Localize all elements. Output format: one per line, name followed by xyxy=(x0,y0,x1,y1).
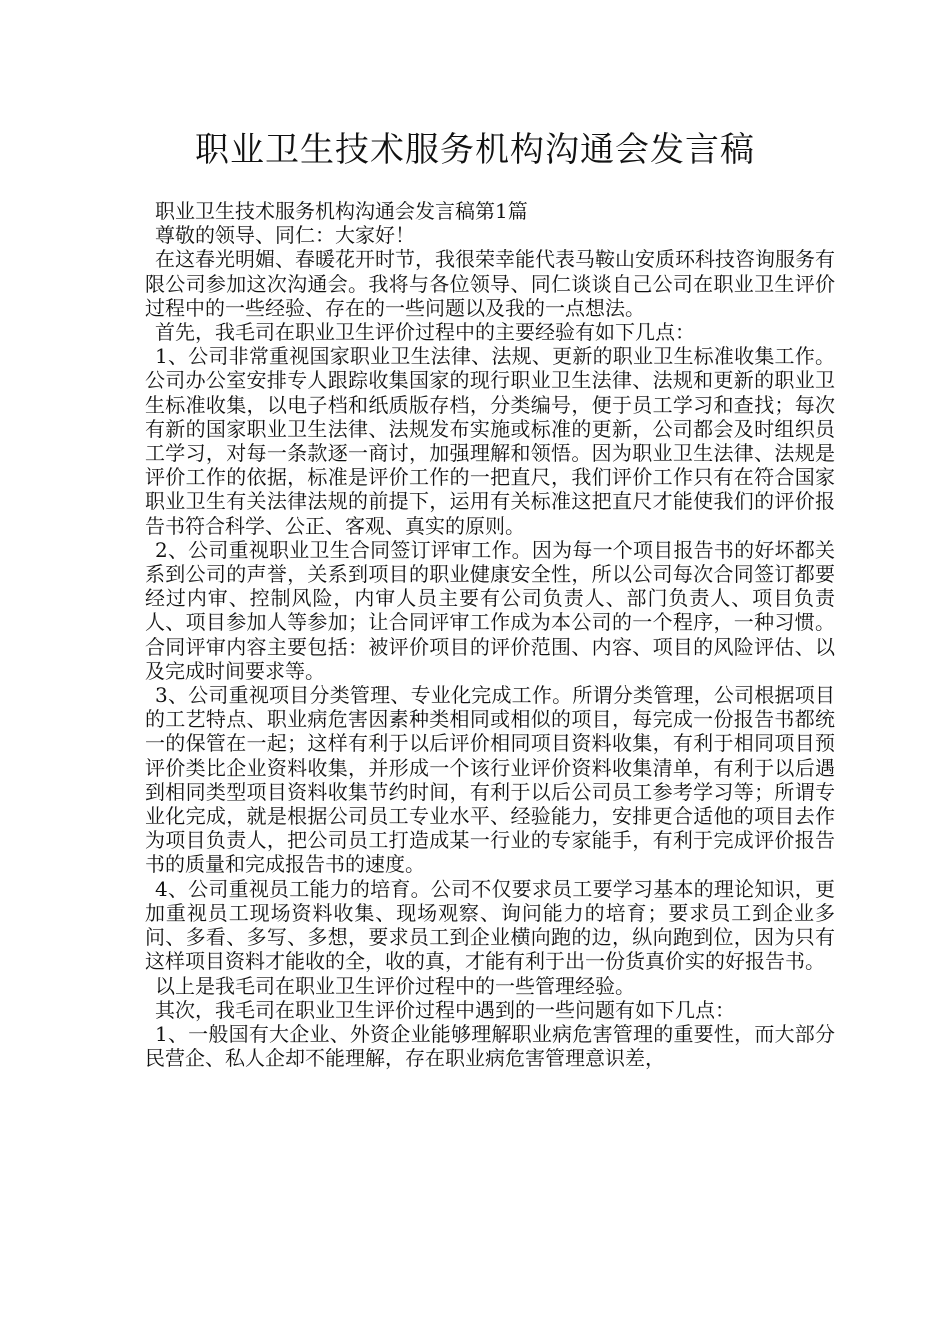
paragraph-greeting: 尊敬的领导、同仁：大家好！ xyxy=(155,223,415,248)
paragraph-experience-2: 2、公司重视职业卫生合同签订评审工作。因为每一个项目报告书的好坏都关系到公司的声誉，关系到项目的职业健康安全性，所以公司每次合同签订都要经过内审、控制风险，内审人员主要有公司负责人、部门负责人、项目负责人、项目参加人等参加；让合同评审工作成为本公司的一个程序，一种习惯。合同评审内容主要包括：被评价项目的评价范围、内容、项目的风险评估、以及完成时间要求等。 xyxy=(145,537,835,683)
paragraph-experience-3: 3、公司重视项目分类管理、专业化完成工作。所谓分类管理，公司根据项目的工艺特点、职业病危害因素种类相同或相似的项目，每完成一份报告书都统一的保管在一起；这样有利于以后评价相同项目资料收集，有利于相同项目预评价类比企业资料收集，并形成一个该行业评价资料收集清单，有利于以后遇到相同类型项目资料收集节约时间，有利于以后公司员工参考学习等；所谓专业化完成，就是根据公司员工专业水平、经验能力，安排更合适他的项目去作为项目负责人，把公司员工打造成某一行业的专家能手，有利于完成评价报告书的质量和完成报告书的速度。 xyxy=(145,683,835,877)
document-title: 职业卫生技术服务机构沟通会发言稿 xyxy=(195,130,755,170)
document-body xyxy=(145,199,835,1070)
paragraph-experience-lead: 首先，我毛司在职业卫生评价过程中的主要经验有如下几点： xyxy=(155,320,695,345)
paragraph-heading: 职业卫生技术服务机构沟通会发言稿第1篇 xyxy=(155,199,528,223)
paragraph-intro: 在这春光明媚、春暖花开时节，我很荣幸能代表马鞍山安质环科技咨询服务有限公司参加这次沟通会。我将与各位领导、同仁谈谈自己公司在职业卫生评价过程中的一些经验、存在的一些问题以及我的一点想法。 xyxy=(145,247,835,320)
paragraph-experience-1: 1、公司非常重视国家职业卫生法律、法规、更新的职业卫生标准收集工作。公司办公室安排专人跟踪收集国家的现行职业卫生法律、法规和更新的职业卫生标准收集，以电子档和纸质版存档，分类编号，便于员工学习和查找；每次有新的国家职业卫生法律、法规发布实施或标准的更新，公司都会及时组织员工学习，对每一条款逐一商讨，加强理解和领悟。因为职业卫生法律、法规是评价工作的依据，标准是评价工作的一把直尺，我们评价工作只有在符合国家职业卫生有关法律法规的前提下，运用有关标准这把直尺才能使我们的评价报告书符合科学、公正、客观、真实的原则。 xyxy=(145,344,835,538)
paragraph-experience-summary: 以上是我毛司在职业卫生评价过程中的一些管理经验。 xyxy=(155,973,635,998)
paragraph-problems-lead: 其次，我毛司在职业卫生评价过程中遇到的一些问题有如下几点： xyxy=(155,997,735,1022)
paragraph-experience-4: 4、公司重视员工能力的培育。公司不仅要求员工要学习基本的理论知识，更加重视员工现场资料收集、现场观察、询问能力的培育；要求员工到企业多问、多看、多写、多想，要求员工到企业横向跑的边，纵向跑到位，因为只有这样项目资料才能收的全，收的真，才能有利于出一份货真价实的好报告书。 xyxy=(145,876,835,974)
paragraph-problem-1: 1、一般国有大企业、外资企业能够理解职业病危害管理的重要性，而大部分民营企、私人企却不能理解，存在职业病危害管理意识差， xyxy=(145,1021,835,1071)
